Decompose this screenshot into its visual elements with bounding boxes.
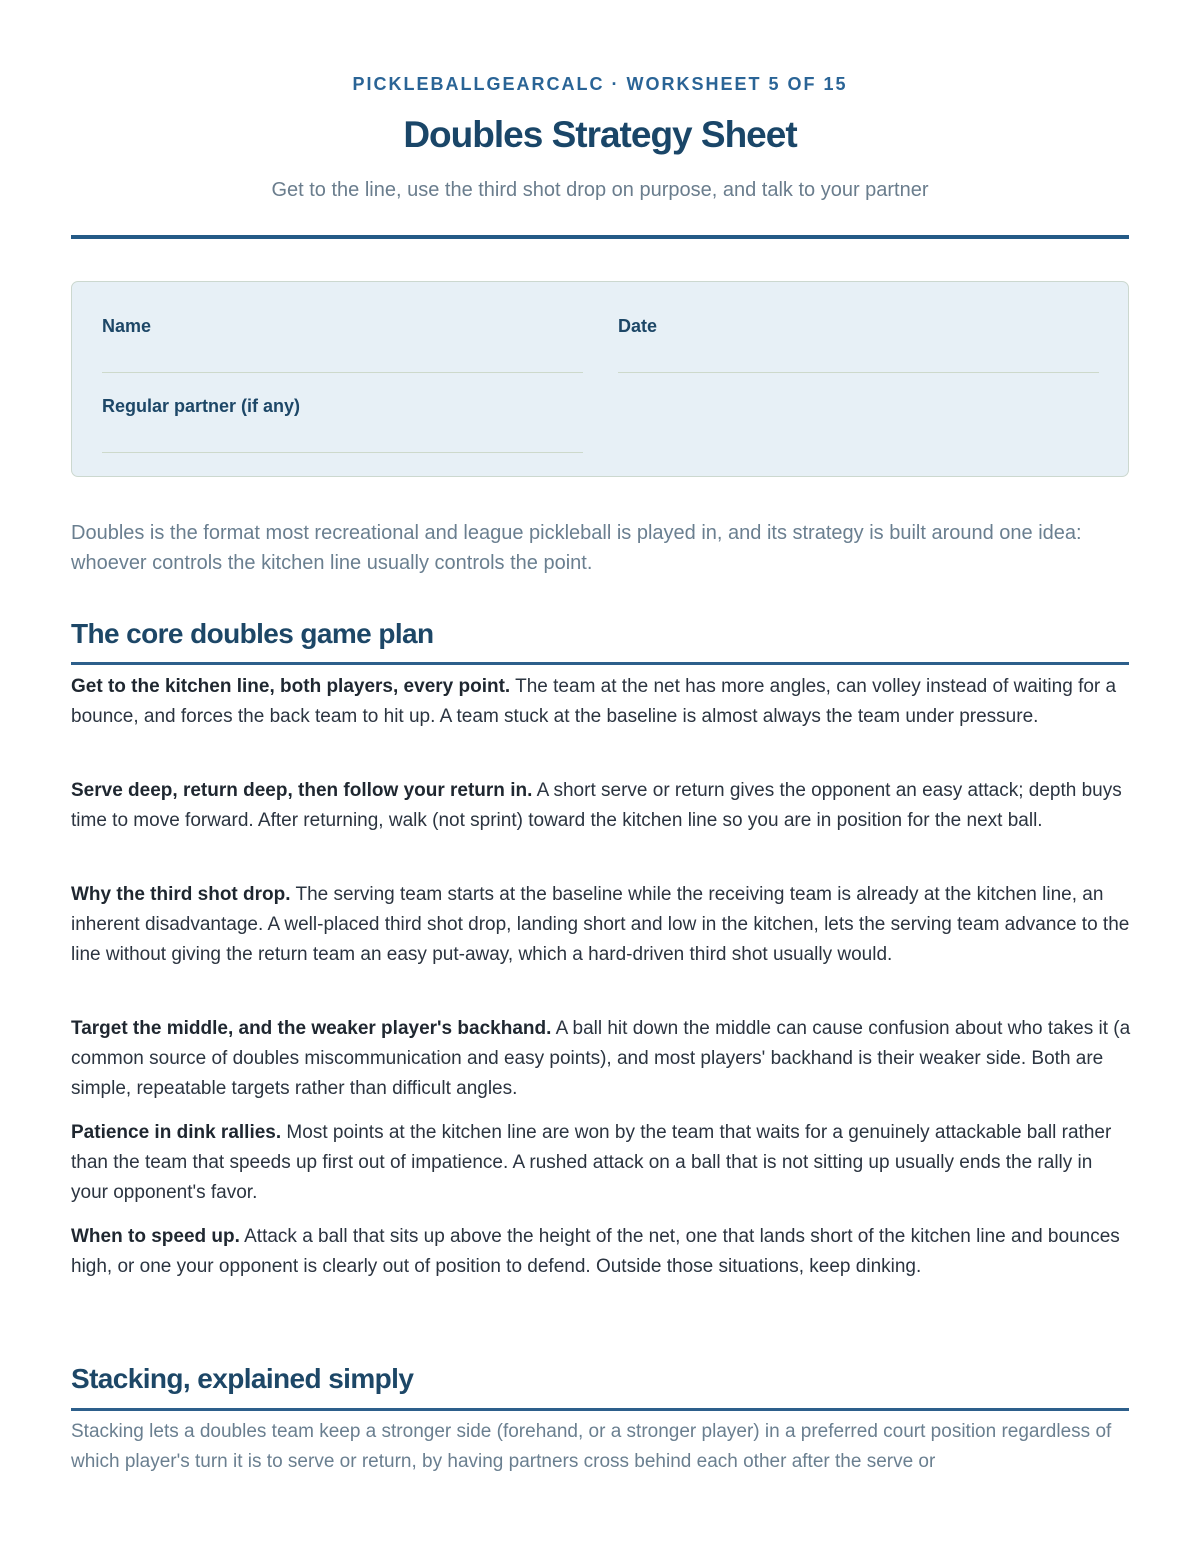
paragraph-body: Attack a ball that sits up above the height of the net, one that lands short of the kitchen line and bounces high, or one your opponent is clearly out of position to defend. Outside those situations, keep dinking. <box>71 1226 1120 1277</box>
intro-paragraph: Doubles is the format most recreational and league pickleball is played in, and its strategy is built around one idea: whoever controls the kitchen line usually controls the point. <box>71 522 1082 574</box>
section-heading-stacking: Stacking, explained simply <box>71 1363 414 1394</box>
paragraph-lead: Target the middle, and the weaker player's backhand. <box>71 1018 552 1039</box>
paragraph-body: A short serve or return gives the opponent an easy attack; depth buys time to move forward. After returning, walk (not sprint) toward the kitchen line so you are in position for the next ball. <box>71 780 1122 831</box>
page-title: Doubles Strategy Sheet <box>403 114 797 155</box>
date-label: Date <box>618 316 658 336</box>
paragraph-body: A ball hit down the middle can cause confusion about who takes it (a common source of doubles miscommunication and easy points), and most players' backhand is their weaker side. Both are simple, repeatable targets rather than difficult angles. <box>71 1018 1131 1099</box>
paragraph-lead: When to speed up. <box>71 1226 240 1247</box>
paragraph-lead: Get to the kitchen line, both players, every point. <box>71 676 511 697</box>
worksheet-eyebrow: PICKLEBALLGEARCALC · WORKSHEET 5 OF 15 <box>352 74 848 94</box>
paragraph-lead: Why the third shot drop. <box>71 884 291 905</box>
date-field[interactable] <box>618 372 1099 373</box>
strategy-paragraph <box>71 776 1133 836</box>
paragraph-lead: Serve deep, return deep, then follow your return in. <box>71 780 533 801</box>
partner-label: Regular partner (if any) <box>102 396 301 416</box>
name-field[interactable] <box>102 372 583 373</box>
paragraph-body: The team at the net has more angles, can volley instead of waiting for a bounce, and forces the back team to hit up. A team stuck at the baseline is almost always the team under pressure. <box>71 676 1117 727</box>
name-label: Name <box>102 316 152 336</box>
partner-field[interactable] <box>102 452 583 453</box>
paragraph-lead: Patience in dink rallies. <box>71 1122 282 1143</box>
strategy-paragraph <box>71 1014 1133 1104</box>
section-divider <box>71 662 1129 665</box>
paragraph-body: Most points at the kitchen line are won by the team that waits for a genuinely attackable ball rather than the team that speeds up first out of impatience. A rushed attack on a ball that is not sitting up usually ends the rally in your opponent's favor. <box>71 1122 1112 1203</box>
paragraph-body: The serving team starts at the baseline while the receiving team is already at the kitchen line, an inherent disadvantage. A well-placed third shot drop, landing short and low in the kitchen, lets the serving team advance to the line without giving the return team an easy put-away, which a hard-driven third shot usually would. <box>71 884 1130 965</box>
stacking-intro: Stacking lets a doubles team keep a stronger side (forehand, or a stronger player) in a preferred court position regardless of which player's turn it is to serve or return, by having partners cross behind each other after the serve or <box>71 1421 1112 1472</box>
page-subtitle: Get to the line, use the third shot drop on purpose, and talk to your partner <box>271 179 929 201</box>
section-heading-game-plan: The core doubles game plan <box>71 618 434 649</box>
strategy-paragraph <box>71 672 1133 732</box>
header-divider <box>71 235 1129 239</box>
strategy-paragraph <box>71 1222 1133 1282</box>
strategy-paragraph <box>71 880 1133 970</box>
student-info-box <box>71 281 1129 477</box>
strategy-paragraph <box>71 1118 1133 1208</box>
section-divider <box>71 1408 1129 1411</box>
